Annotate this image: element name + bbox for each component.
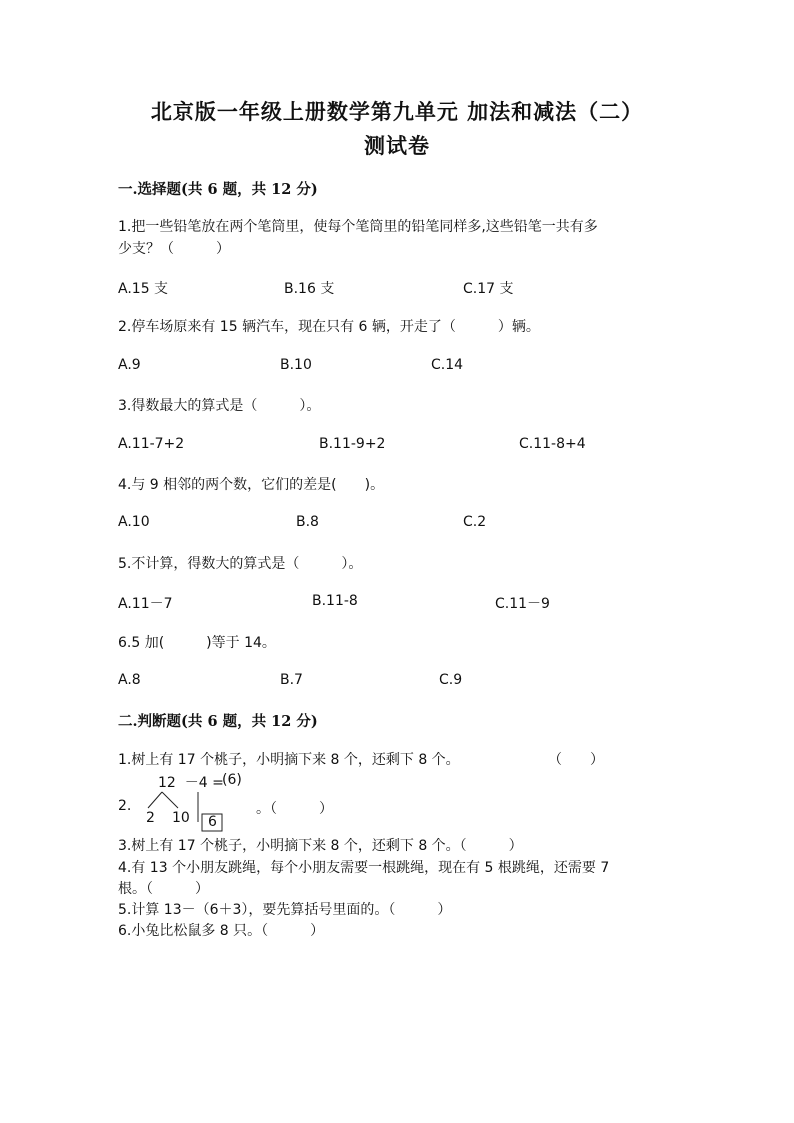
section-heading-choice: 一.选择题(共 6 题，共 12 分) (118, 181, 318, 198)
section-heading-judge: 二.判断题(共 6 题，共 12 分) (118, 713, 318, 730)
judge-question-2-diagram (118, 770, 378, 834)
question-2: 2.停车场原来有 15 辆汽车，现在只有 6 辆，开走了（ ）辆。 (118, 319, 540, 335)
judge-question-2-number: 2. (118, 798, 132, 814)
page-title: 北京版一年级上册数学第九单元 加法和减法（二） (150, 99, 644, 124)
judge-question-4-line1: 4.有 13 个小朋友跳绳，每个小朋友需要一根跳绳，现在有 5 根跳绳，还需要 7 (118, 860, 610, 876)
option-b: B.7 (280, 672, 303, 688)
option-a: A.15 支 (118, 281, 169, 297)
question-3: 3.得数最大的算式是（ ）。 (118, 398, 321, 414)
option-b: B.10 (280, 357, 312, 373)
option-c: C.11-8+4 (519, 436, 586, 452)
diagram-left-part: 2 (146, 810, 155, 826)
option-c: C.14 (431, 357, 464, 373)
diagram-lines (118, 770, 378, 834)
judge-question-2-paren: 。（ ） (256, 801, 333, 817)
option-b: B.11-9+2 (319, 436, 386, 452)
diagram-expression: 12 －4 = (158, 775, 224, 791)
judge-question-4-line2: 根。（ ） (118, 881, 209, 897)
question-5: 5.不计算，得数大的算式是（ ）。 (118, 556, 363, 572)
option-a: A.8 (118, 672, 141, 688)
option-b: B.8 (296, 514, 319, 530)
judge-question-1: 1.树上有 17 个桃子，小明摘下来 8 个，还剩下 8 个。 (118, 752, 460, 768)
diagram-box-value: 6 (208, 814, 217, 830)
judge-question-6: 6.小兔比松鼠多 8 只。（ ） (118, 923, 325, 939)
option-b: B.16 支 (284, 281, 335, 297)
option-a: A.11-7+2 (118, 436, 185, 452)
question-4: 4.与 9 相邻的两个数，它们的差是( )。 (118, 477, 385, 493)
page-subtitle: 测试卷 (364, 133, 430, 158)
option-a: A.11－7 (118, 596, 173, 612)
judge-question-1-paren: （ ） (548, 752, 604, 768)
option-c: C.9 (439, 672, 463, 688)
question-1-line1: 1.把一些铅笔放在两个笔筒里，使每个笔筒里的铅笔同样多,这些铅笔一共有多 (118, 219, 598, 235)
question-1-line2: 少支？（ ） (118, 241, 230, 257)
diagram-circled-answer: (6) (222, 772, 242, 788)
judge-question-3: 3.树上有 17 个桃子，小明摘下来 8 个，还剩下 8 个。（ ） (118, 838, 523, 854)
option-c: C.11－9 (495, 596, 550, 612)
option-c: C.17 支 (463, 281, 514, 297)
option-a: A.9 (118, 357, 141, 373)
option-c: C.2 (463, 514, 487, 530)
diagram-right-part: 10 (172, 810, 190, 826)
option-a: A.10 (118, 514, 150, 530)
option-b: B.11-8 (312, 593, 358, 609)
question-6: 6.5 加( )等于 14。 (118, 635, 276, 651)
judge-question-5: 5.计算 13－（6＋3），要先算括号里面的。（ ） (118, 902, 452, 918)
